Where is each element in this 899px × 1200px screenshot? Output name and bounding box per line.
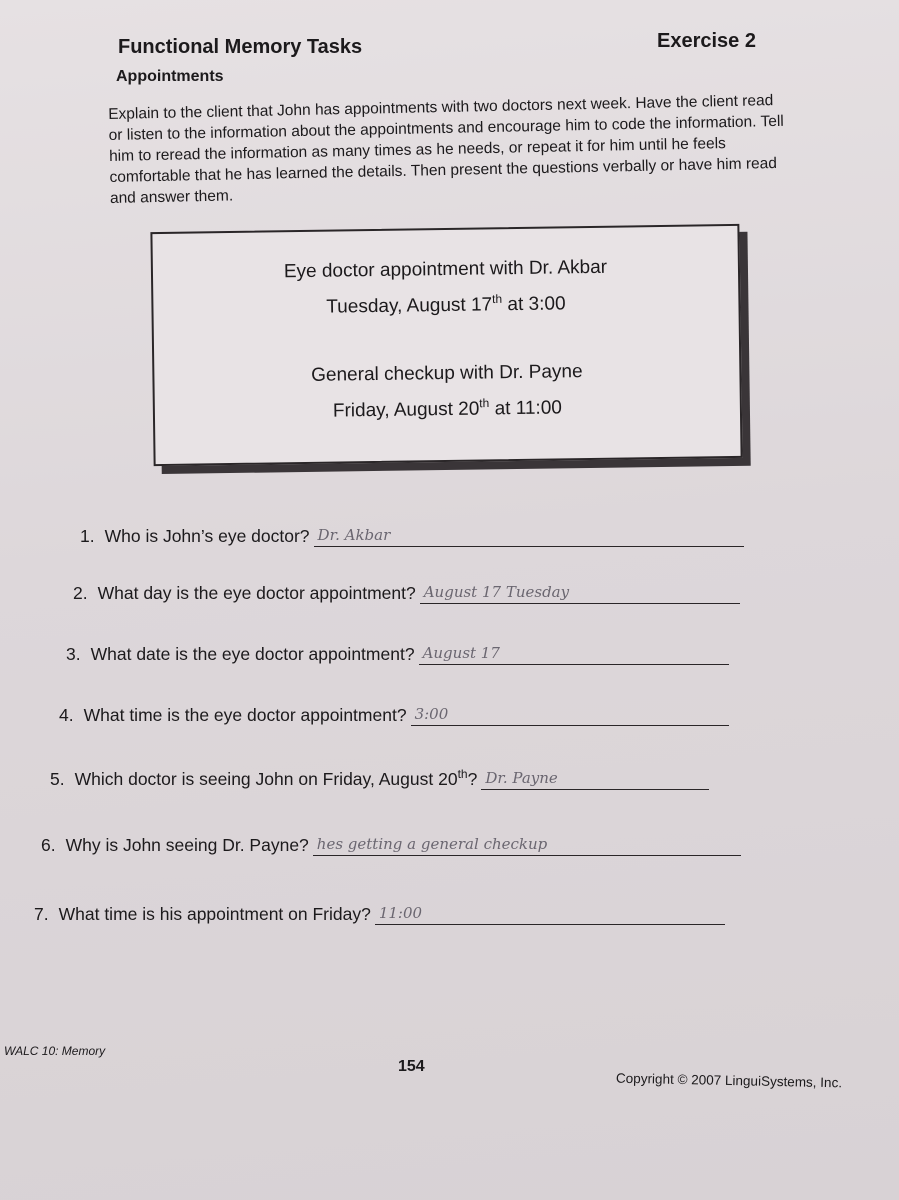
question-text: What day is the eye doctor appointment?	[97, 583, 416, 603]
eye-doctor-date-line	[153, 284, 738, 328]
appointment-info-box	[150, 224, 742, 466]
general-checkup-appointment	[154, 352, 740, 432]
checkup-date-line	[155, 388, 740, 432]
question-number: 5.	[50, 769, 65, 789]
answer-field[interactable]	[411, 703, 729, 726]
question-6	[41, 833, 741, 856]
question-4	[59, 703, 729, 726]
handwritten-answer: 3:00	[414, 705, 449, 723]
question-mark: ?	[467, 769, 478, 789]
checkup-date-text: Friday, August 20	[332, 398, 480, 422]
question-3	[66, 642, 729, 665]
question-number: 6.	[41, 835, 56, 855]
answer-field[interactable]	[375, 902, 725, 925]
question-number: 7.	[34, 904, 49, 924]
eye-doctor-appointment	[153, 248, 739, 328]
book-title-footer: WALC 10: Memory	[4, 1044, 106, 1058]
eye-time-text: at 3:00	[502, 293, 566, 316]
question-number: 4.	[59, 705, 74, 725]
checkup-date-suffix: th	[479, 396, 490, 411]
answer-field[interactable]	[419, 642, 729, 665]
eye-date-suffix: th	[491, 291, 503, 307]
exercise-label: Exercise 2	[657, 30, 756, 52]
checkup-line: General checkup with Dr. Payne	[311, 361, 583, 386]
copyright-notice: Copyright © 2007 LinguiSystems, Inc.	[615, 1070, 843, 1091]
question-7	[34, 902, 725, 925]
question-text	[75, 769, 478, 790]
question-2	[73, 581, 740, 604]
handwritten-answer: Dr. Payne	[485, 769, 558, 787]
checkup-time-text: at 11:00	[489, 397, 563, 420]
question-text-main: Which doctor is seeing John on Friday, August 20	[74, 769, 458, 789]
handwritten-answer: August 17 Tuesday	[423, 583, 570, 601]
question-number: 1.	[80, 526, 95, 546]
question-1	[80, 524, 744, 547]
eye-doctor-line: Eye doctor appointment with Dr. Akbar	[283, 256, 608, 283]
question-text: Who is John’s eye doctor?	[104, 526, 310, 546]
answer-field[interactable]	[420, 581, 740, 604]
handwritten-answer: Dr. Akbar	[317, 526, 391, 544]
answer-field[interactable]	[314, 524, 744, 547]
question-text: What time is the eye doctor appointment?	[83, 705, 407, 725]
handwritten-answer: August 17	[422, 644, 500, 662]
page-number: 154	[398, 1058, 425, 1075]
eye-date-text: Tuesday, August 17	[326, 294, 493, 318]
page-subtitle: Appointments	[116, 68, 224, 85]
handwritten-answer: hes getting a general checkup	[316, 835, 548, 853]
answer-field[interactable]	[313, 833, 741, 856]
handwritten-answer: 11:00	[378, 904, 423, 922]
question-number: 2.	[73, 583, 88, 603]
question-text-suffix: th	[457, 767, 468, 782]
question-text: Why is John seeing Dr. Payne?	[65, 835, 309, 855]
question-text: What time is his appointment on Friday?	[58, 904, 371, 924]
instructions-paragraph: Explain to the client that John has appointments with two doctors next week. Have the client read or listen to the information about the appointments and encourage him to code the information. Tell him to reread the information as many times as he needs, or repeat it for him until he feels comfortable that he has learned the details. Then present the questions verbally or have him read and answer them.	[108, 92, 784, 207]
question-5	[50, 767, 709, 790]
page-title: Functional Memory Tasks	[118, 36, 363, 58]
question-number: 3.	[66, 644, 81, 664]
answer-field[interactable]	[481, 767, 709, 790]
question-text: What date is the eye doctor appointment?	[90, 644, 415, 664]
